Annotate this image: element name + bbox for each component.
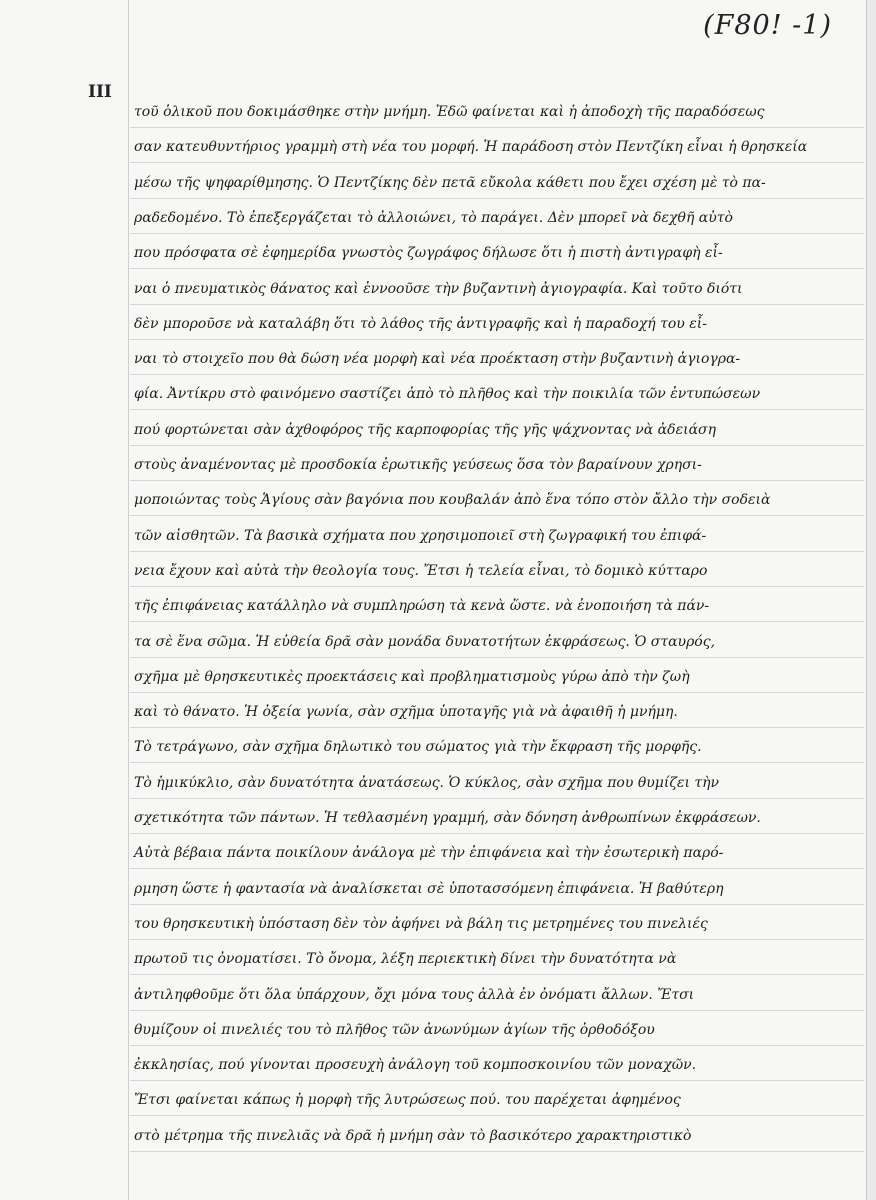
ruled-line [130, 692, 864, 693]
ruled-line [130, 657, 864, 658]
ruled-line [130, 551, 864, 552]
ruled-line [130, 833, 864, 834]
text-line: πρωτοῦ τις ὀνοματίσει. Τὸ ὄνομα, λέξη περιεκτικὴ δίνει τὴν δυνατότητα νὰ [134, 951, 677, 968]
ruled-line [130, 974, 864, 975]
text-line: ναι ὁ πνευματικὸς θάνατος καὶ ἐννοοῦσε τὴν βυζαντινὴ ἁγιογραφία. Καὶ τοῦτο διότι [134, 280, 743, 297]
ruled-line [130, 198, 864, 199]
text-line: Ἔτσι φαίνεται κάπως ἡ μορφὴ τῆς λυτρώσεως πού. του παρέχεται ἀφημένος [134, 1092, 681, 1109]
ruled-line [130, 1151, 864, 1152]
ruled-line [130, 904, 864, 905]
text-line: σχετικότητα τῶν πάντων. Ἡ τεθλασμένη γραμμή, σὰν δόνηση ἀνθρωπίνων ἐκφράσεων. [134, 810, 761, 826]
text-line: πού φορτώνεται σὰν ἀχθοφόρος τῆς καρποφορίας τῆς γῆς ψάχνοντας νὰ ἀδειάση [134, 421, 716, 438]
text-line: θυμίζουν οἱ πινελιές του τὸ πλῆθος τῶν ἀνωνύμων ἁγίων τῆς ὀρθοδόξου [134, 1021, 655, 1038]
ruled-line [130, 762, 864, 763]
text-line: σχῆμα μὲ θρησκευτικὲς προεκτάσεις καὶ προβληματισμοὺς γύρω ἀπὸ τὴν ζωὴ [134, 668, 690, 685]
text-line: Αὐτὰ βέβαια πάντα ποικίλουν ἀνάλογα μὲ τὴν ἐπιφάνεια καὶ τὴν ἐσωτερικὴ παρό- [134, 845, 724, 862]
text-line: τῆς ἐπιφάνειας κατάλληλο νὰ συμπληρώση τὰ κενὰ ὥστε. νὰ ἐνοποιήση τὰ πάν- [134, 598, 710, 615]
ruled-line [130, 445, 864, 446]
text-line: δὲν μποροῦσε νὰ καταλάβη ὅτι τὸ λάθος τῆς ἀντιγραφῆς καὶ ἡ παραδοχή του εἶ- [134, 315, 707, 332]
ruled-line [130, 339, 864, 340]
text-line: ραδεδομένο. Τὸ ἐπεξεργάζεται τὸ ἀλλοιώνει, τὸ παράγει. Δὲν μπορεῖ νὰ δεχθῆ αὐτὸ [134, 209, 733, 226]
text-line: μέσω τῆς ψηφαρίθμησης. Ὁ Πεντζίκης δὲν πετᾶ εὔκολα κάθετι που ἔχει σχέση μὲ τὸ πα- [134, 174, 766, 191]
ruled-line [130, 1010, 864, 1011]
ruled-line [130, 1045, 864, 1046]
ruled-line [130, 798, 864, 799]
ruled-line [130, 868, 864, 869]
ruled-line [130, 1080, 864, 1081]
text-line: που πρόσφατα σὲ ἐφημερίδα γνωστὸς ζωγράφος δήλωσε ὅτι ἡ πιστὴ ἀντιγραφὴ εἶ- [134, 245, 723, 262]
ruled-line [130, 409, 864, 410]
text-line: ρμηση ὥστε ἡ φαντασία νὰ ἀναλίσκεται σὲ ὑποτασσόμενη ἐπιφάνεια. Ἡ βαθύτερη [134, 880, 724, 897]
text-line: Τὸ τετράγωνο, σὰν σχῆμα δηλωτικὸ του σώματος γιὰ τὴν ἔκφραση τῆς μορφῆς. [134, 739, 702, 756]
ruled-line [130, 233, 864, 234]
ruled-line [130, 1115, 864, 1116]
text-line: νεια ἔχουν καὶ αὐτὰ τὴν θεολογία τους. Ἔτσι ἡ τελεία εἶναι, τὸ δομικὸ κύτταρο [134, 562, 708, 579]
ruled-line [130, 515, 864, 516]
margin-line [128, 0, 129, 1200]
text-line: ἀντιληφθοῦμε ὅτι ὅλα ὑπάρχουν, ὄχι μόνα τους ἀλλὰ ἐν ὀνόματι ἄλλων. Ἔτσι [134, 986, 695, 1003]
text-line: ναι τὸ στοιχεῖο που θὰ δώση νέα μορφὴ καὶ νέα προέκταση στὴν βυζαντινὴ ἁγιογρα- [134, 351, 741, 368]
text-line: τῶν αἰσθητῶν. Τὰ βασικὰ σχήματα που χρησιμοποιεῖ στὴ ζωγραφική του ἐπιφά- [134, 527, 707, 544]
ruled-line [130, 304, 864, 305]
ruled-line [130, 586, 864, 587]
ruled-line [130, 127, 864, 128]
text-line: ἐκκλησίας, πού γίνονται προσευχὴ ἀνάλογη τοῦ κομποσκοινίου τῶν μοναχῶν. [134, 1057, 697, 1074]
text-line: σαν κατευθυντήριος γραμμὴ στὴ νέα του μορφή. Ἡ παράδοση στὸν Πεντζίκη εἶναι ἡ θρησκεία [134, 139, 808, 156]
ruled-line [130, 621, 864, 622]
text-line: καὶ τὸ θάνατο. Ἡ ὀξεία γωνία, σὰν σχῆμα ὑποταγῆς γιὰ νὰ ἀφαιθῆ ἡ μνήμη. [134, 704, 678, 721]
ruled-line [130, 480, 864, 481]
ruled-line [130, 939, 864, 940]
ruled-line [130, 727, 864, 728]
text-line: στὸ μέτρημα τῆς πινελιᾶς νὰ δρᾶ ἡ μνήμη σὰν τὸ βασικότερο χαρακτηριστικὸ [134, 1127, 692, 1144]
ruled-line [130, 374, 864, 375]
ruled-line [130, 162, 864, 163]
ruled-line [130, 268, 864, 269]
text-line: μοποιώντας τοὺς Ἁγίους σὰν βαγόνια που κουβαλάν ἀπὸ ἕνα τόπο στὸν ἄλλο τὴν σοδειὰ [134, 492, 771, 509]
text-line: στοὺς ἀναμένοντας μὲ προσδοκία ἐρωτικῆς γεύσεως ὅσα τὸν βαραίνουν χρησι- [134, 457, 702, 473]
text-line: τα σὲ ἕνα σῶμα. Ἡ εὐθεία δρᾶ σὰν μονάδα δυνατοτήτων ἐκφράσεως. Ὁ σταυρός, [134, 633, 716, 650]
section-marker: III [88, 82, 112, 102]
text-line: του θρησκευτικὴ ὑπόσταση δὲν τὸν ἀφήνει νὰ βάλη τις μετρημένες του πινελιές [134, 915, 708, 932]
text-line: Τὸ ἡμικύκλιο, σὰν δυνατότητα ἀνατάσεως. Ὁ κύκλος, σὰν σχῆμα που θυμίζει τὴν [134, 774, 720, 791]
page-code: (F80! -1) [703, 10, 832, 41]
text-line: τοῦ ὁλικοῦ που δοκιμάσθηκε στὴν μνήμη. Ἐδῶ φαίνεται καὶ ἡ ἀποδοχὴ τῆς παραδόσεως [134, 104, 765, 120]
text-line: φία. Ἀντίκρυ στὸ φαινόμενο σαστίζει ἀπὸ τὸ πλῆθος καὶ τὴν ποικιλία τῶν ἐντυπώσεων [134, 386, 761, 403]
